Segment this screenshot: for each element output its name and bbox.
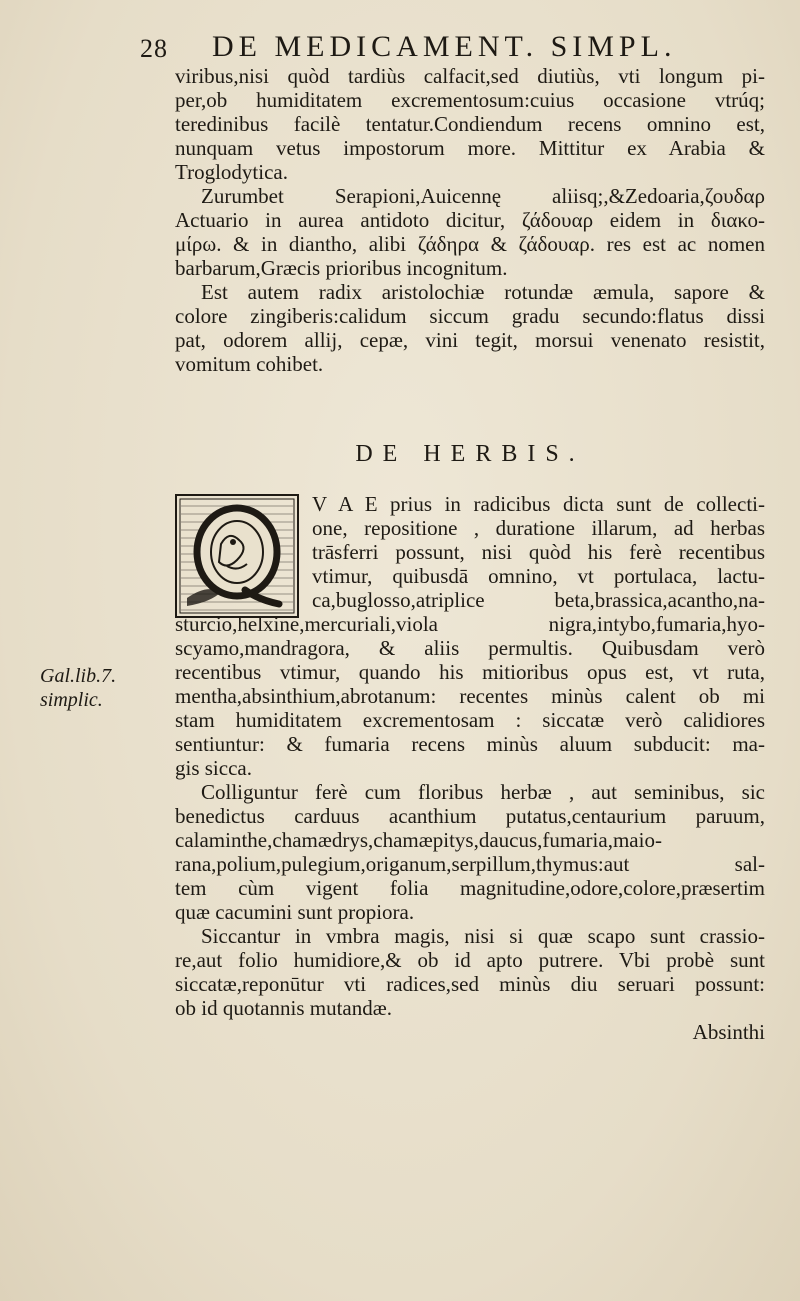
text-line: stam humiditatem excrementosam : siccatæ verò calidiores: [175, 708, 765, 732]
section-heading: DE HERBIS.: [355, 441, 585, 467]
text-line: Zurumbet Serapioni,Auicennę aliisq;,&Zedoaria,ζουδαρ: [201, 184, 765, 208]
text-line: pat, odorem allij, cepæ, vini tegit, morsui venenato resistit,: [175, 328, 765, 352]
text-line: Colliguntur ferè cum floribus herbæ , aut seminibus, sic: [201, 780, 765, 804]
text-line: ca,buglosso,atriplice beta,brassica,acantho,na-: [312, 588, 765, 612]
text-line: recentibus vtimur, quando his mitioribus opus est, vt ruta,: [175, 660, 765, 684]
page-number: 28: [140, 34, 168, 63]
text-line: nunquam vetus impostorum more. Mittitur ex Arabia &: [175, 136, 765, 160]
text-line: scyamo,mandragora, & aliis permultis. Quibusdam verò: [175, 636, 765, 660]
text-line: re,aut folio humidiore,& ob id apto putrere. Vbi probè sunt: [175, 948, 765, 972]
text-line: gis sicca.: [175, 756, 252, 780]
text-line: per,ob humiditatem excrementosum:cuius occasione vtrúq;: [175, 88, 765, 112]
text-line: tem cùm vigent folia magnitudine,odore,colore,præsertim: [175, 876, 765, 900]
text-line: viribus,nisi quòd tardiùs calfacit,sed diutiùs, vti longum pi-: [175, 64, 765, 88]
text-line: quæ cacumini sunt propiora.: [175, 900, 415, 924]
text-line: colore zingiberis:calidum siccum gradu secundo:flatus dissi: [175, 304, 765, 328]
text-line: sturcio,helxine,mercuriali,viola nigra,intybo,fumaria,hyo-: [175, 612, 765, 636]
text-line: calaminthe,chamædrys,chamæpitys,daucus,fumaria,maio-: [175, 828, 662, 852]
text-line: benedictus carduus acanthium putatus,centaurium paruum,: [175, 804, 765, 828]
text-line: Actuario in aurea antidoto dicitur, ζάδουαρ eidem in διακο-: [175, 208, 765, 232]
text-line: μίρω. & in diantho, alibi ζάδηρα & ζάδουαρ. res est ac nomen: [175, 232, 765, 256]
margin-note-line: Gal.lib.7.: [40, 665, 117, 687]
text-line: V A E prius in radicibus dicta sunt de collecti-: [312, 492, 765, 516]
catchword: Absinthi: [692, 1020, 765, 1044]
text-line: barbarum,Græcis prioribus incognitum.: [175, 256, 508, 280]
text-line: Siccantur in vmbra magis, nisi si quæ scapo sunt crassio-: [201, 924, 765, 948]
text-line: trāsferri possunt, nisi quòd his ferè recentibus: [312, 540, 765, 564]
text-line: siccatæ,reponūtur vti radices,sed minùs diu seruari possunt:: [175, 972, 765, 996]
text-line: ob id quotannis mutandæ.: [175, 996, 392, 1020]
text-line: rana,polium,pulegium,origanum,serpillum,thymus:aut sal-: [175, 852, 765, 876]
text-line: Est autem radix aristolochiæ rotundæ æmula, sapore &: [201, 280, 765, 304]
text-line: sentiuntur: & fumaria recens minùs aluum subducit: ma-: [175, 732, 765, 756]
running-title: DE MEDICAMENT. SIMPL.: [212, 30, 677, 63]
margin-note: [40, 664, 116, 712]
text-line: vomitum cohibet.: [175, 352, 324, 376]
text-block-herbs: [175, 492, 765, 1044]
text-line: teredinibus facilè tentatur.Condiendum recens omnino est,: [175, 112, 765, 136]
text-block-top: [175, 64, 765, 376]
text-line: Troglodytica.: [175, 160, 288, 184]
text-line: vtimur, quibusdā omnino, vt portulaca, lactu-: [312, 564, 765, 588]
text-line: one, repositione , duratione illarum, ad herbas: [312, 516, 765, 540]
text-line: mentha,absinthium,abrotanum: recentes minùs calent ob mi: [175, 684, 765, 708]
margin-note-line: simplic.: [40, 689, 103, 711]
